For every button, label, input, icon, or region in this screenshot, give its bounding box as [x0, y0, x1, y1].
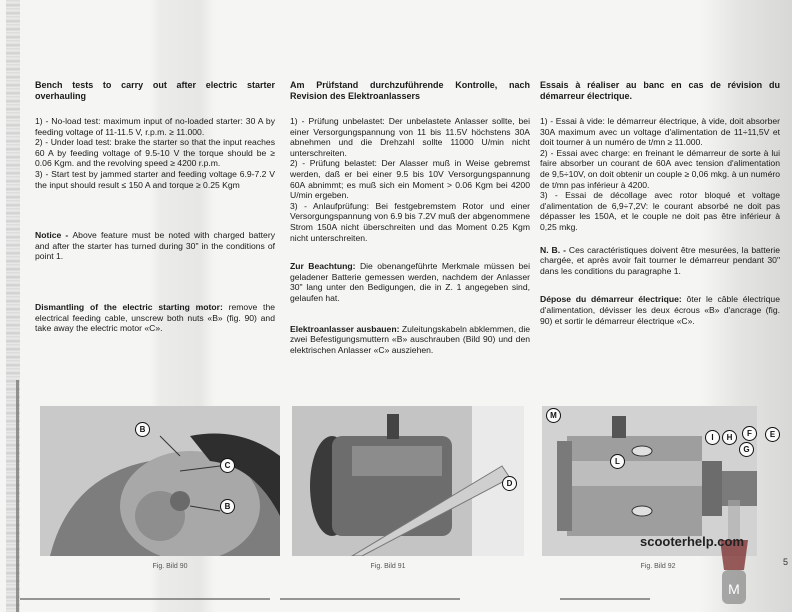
test-3-french: 3) - Essai de décollage avec rotor bloqué et voltage d'alimentation de 6,9÷7,2V: le courant absorbé ne doit pas dépasser les 150A, et le couple ne doit pas être inférieur à 0,25 mkg. [540, 190, 780, 232]
dismantle-english [35, 302, 275, 334]
dismantle-text-english: remove the electrical feeding cable, unscrew both nuts «B» (fig. 90) and take away the electric motor «C». [35, 301, 275, 334]
heading-german: Am Prüfstand durchzuführende Kontrolle, nach Revision des Elektroanlassers [290, 80, 530, 101]
page-number: 5 [783, 557, 789, 567]
dismantle-lead-french: Dépose du démarreur électrique: [540, 294, 687, 305]
callout-b-bottom: B [220, 499, 235, 514]
notice-english [35, 230, 275, 262]
callout-f: F [742, 426, 757, 441]
callout-g: G [739, 442, 754, 457]
heading-french: Essais à réaliser au banc en cas de révision du démarreur électrique. [540, 80, 780, 101]
callout-h: H [722, 430, 737, 445]
caption-fig-91: Fig. Bild 91 [370, 563, 406, 570]
callout-d: D [502, 476, 517, 491]
dismantle-french [540, 294, 780, 326]
test-3-german: 3) - Anlaufprüfung: Bei festgebremstem Rotor und einer Versorgungspannung von 6.9 bis 7.2V muß der abgenommene Strom 150A nicht überschreiten und das Moment 0.25 Kgm nicht unterschreiten. [290, 200, 530, 243]
dismantle-lead-german: Elektroanlasser ausbauen: [290, 323, 402, 334]
callout-l: L [610, 454, 625, 469]
callout-e: E [765, 427, 780, 442]
notice-text-french: Ces caractéristiques doivent être mesurées, la batterie chargée, et après avoir fait tourner le démarreur pendant 30" dans les conditions du paragraphe 1. [540, 244, 780, 276]
callout-b-top: B [135, 422, 150, 437]
caption-fig-90: Fig. Bild 90 [152, 563, 188, 570]
notice-lead-french: N. B. - [540, 244, 569, 255]
notice-text-german: Die obenangeführte Merkmale müssen bei geladener Batterie gemessen werden, nachdem der Anlasser 30" lang unter den Bedigungen, die in Z. 1 angegeben sind, gelaufen hat. [290, 261, 530, 303]
caption-fig-92: Fig. Bild 92 [640, 563, 676, 570]
test-2-french: 2) - Essai avec charge: en freinant le démarreur de sorte à lui faire absorber un courant de 60A avec tension d'alimentation de 9,5÷10V, on doit obtenir un couple ≥ 0,06 mkg. à un numéro de t/mn pas inférieur à 4200. [540, 147, 780, 190]
column-french [540, 80, 780, 326]
column-german [290, 80, 530, 355]
test-1-german: 1) - Prüfung unbelastet: Der unbelastete Anlasser sollte, bei einer Versorgungspannung von 11 bis 11.5V höchstens 30A abnehmen und die Drehzahl sollte 11000 U/min nicht unterschreiten. [290, 116, 530, 158]
dismantle-text-french: ôter le câble électrique d'alimentation, dévisser les deux écrous «B» d'ancrage (fig. 90) et sortir le démarreur électrique «C». [540, 294, 780, 326]
test-3-english: 3) - Start test by jammed starter and feeding voltage 6.9-7.2 V the input should result ≤ 150 A and torque ≥ 0.25 Kgm [35, 168, 275, 190]
dismantle-text-german: Zuleitungskabeln abklemmen, die zwei Befestigungsmuttern «B» auschrauben (Bild 90) und den elektrischen Anlasser «C» ausziehen. [290, 323, 531, 355]
test-2-english: 2) - Under load test: brake the starter so that the input reaches 60 A by feeding voltage of 9.5-10 V the torque should be ≥ 0.06 Kgm. and the revolving speed ≥ 4200 r.p.m. [35, 137, 275, 169]
figure-91-photo [292, 406, 524, 556]
figure-90-photo [40, 406, 280, 556]
dismantle-german [290, 324, 530, 356]
callout-m: M [546, 408, 561, 423]
test-1-english: 1) - No-load test: maximum input of no-loaded starter: 30 A by feeding voltage of 11-11.5 V, r.p.m. ≥ 11.000. [35, 116, 275, 137]
test-1-french: 1) - Essai à vide: le démarreur électrique, à vide, doit absorber 30A maximum avec un voltage d'alimentation de 11÷11,5V et doit tourner à un numéro de t/mn ≥ 11.000. [540, 116, 780, 148]
notice-french [540, 245, 780, 277]
starter-motor-with-tool-illustration [292, 406, 524, 556]
notice-lead-english: Notice - [35, 230, 73, 241]
binding-edge [6, 0, 20, 612]
svg-text:M: M [728, 581, 740, 597]
bottom-rule-right [560, 598, 650, 600]
dismantle-lead-english: Dismantling of the electric starting motor: [35, 301, 229, 312]
notice-german [290, 261, 530, 303]
watermark-text: scooterhelp.com [640, 534, 745, 549]
notice-text-english: Above feature must be noted with charged battery and after the starter has turned during 30" in the conditions of point 1. [35, 230, 275, 262]
bottom-rule-left [20, 598, 270, 600]
notice-lead-german: Zur Beachtung: [290, 261, 360, 272]
test-2-german: 2) - Prüfung belastet: Der Alasser muß in Weise gebremst werden, daß er bei einer 9.5 bis 10V Versorgungspannung 60A abnimmt; es muß sich ein Moment > 0.06 Kgm bei 4200 U/min ergeben. [290, 158, 530, 201]
scooter-logo-icon [714, 500, 754, 612]
heading-english: Bench tests to carry out after electric starter overhauling [35, 80, 275, 101]
engine-starter-illustration [40, 406, 280, 556]
column-english [35, 80, 275, 334]
callout-i: I [705, 430, 720, 445]
callout-c: C [220, 458, 235, 473]
bottom-rule-middle [280, 598, 460, 600]
